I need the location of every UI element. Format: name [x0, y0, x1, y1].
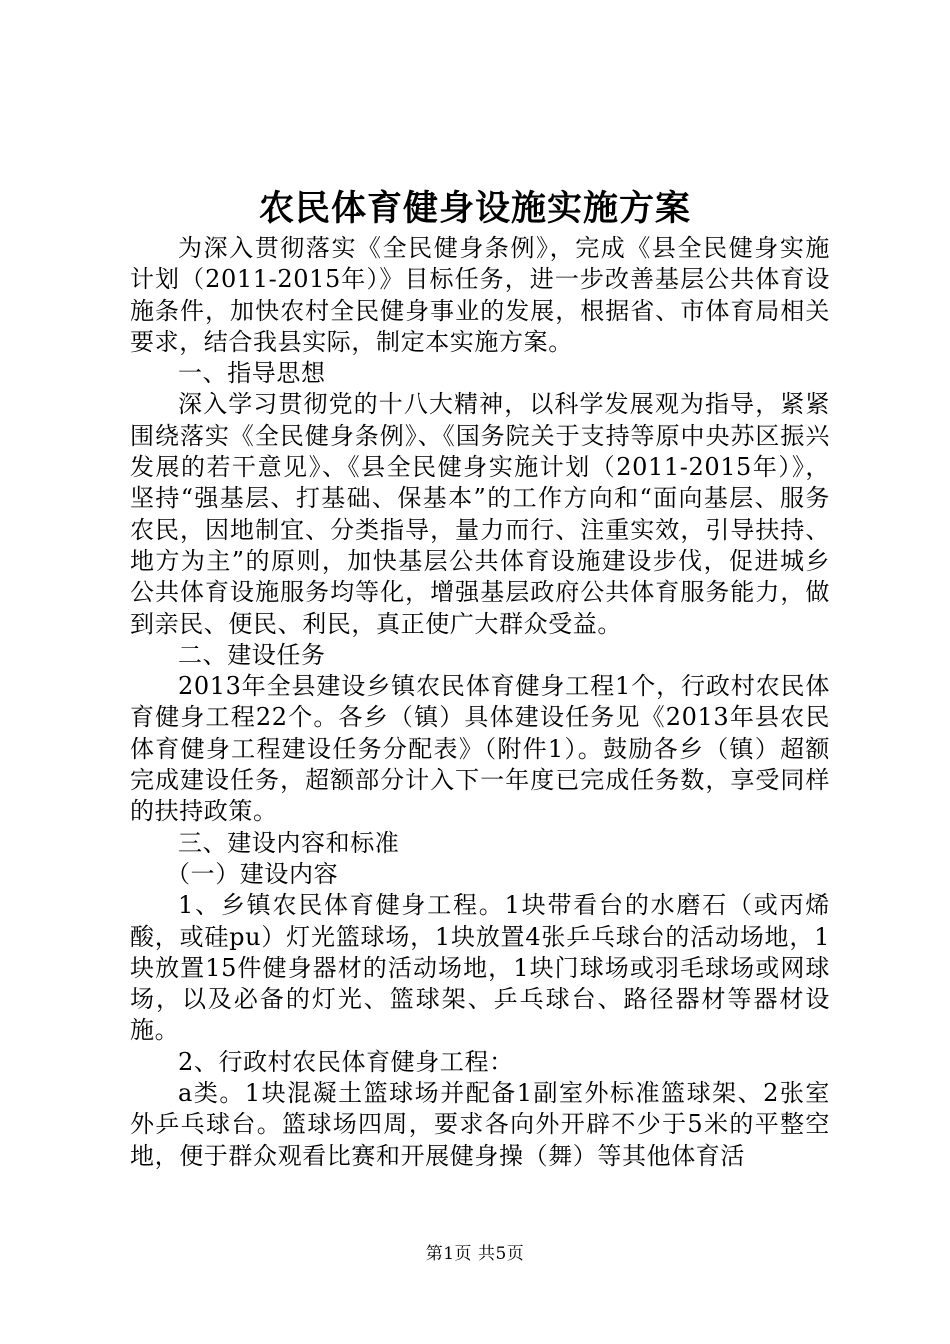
section-heading-content-standards: 三、建设内容和标准: [178, 828, 400, 857]
village-project-heading: 2、行政村农民体育健身工程：: [178, 1047, 514, 1076]
subsection-heading-content: （一）建设内容: [166, 859, 339, 888]
page-footer: 第1页 共5页: [425, 1244, 525, 1264]
section-heading-guiding-ideology: 一、指导思想: [178, 359, 326, 388]
guiding-ideology-paragraph: 深入学习贯彻党的十八大精神，以科学发展观为指导，紧紧围绕落实《全民健身条例》、《国务院关于支持等原中央苏区振兴发展的若干意见》、《县全民健身实施计划（2011-2015年）》，坚持“强基层、打基础、保基本”的工作方向和“面向基层、服务农民，因地制宜、分类指导，量力而行、注重实效，引导扶持、地方为主”的原则，加快基层公共体育设施建设步伐，促进城乡公共体育设施服务均等化，增强基层政府公共体育服务能力，做到亲民、便民、利民，真正使广大群众受益。: [130, 390, 830, 638]
construction-tasks-paragraph: 2013年全县建设乡镇农民体育健身工程1个，行政村农民体育健身工程22个。各乡（镇）具体建设任务见《2013年县农民体育健身工程建设任务分配表》（附件1）。鼓励各乡（镇）超额完成建设任务，超额部分计入下一年度已完成任务数，享受同样的扶持政策。: [130, 672, 830, 826]
township-project-paragraph: 1、乡镇农民体育健身工程。1块带看台的水磨石（或丙烯酸，或硅pu）灯光篮球场，1块放置4张乒乓球台的活动场地，1块放置15件健身器材的活动场地，1块门球场或羽毛球场或网球场，以及必备的灯光、篮球架、乒乓球台、路径器材等器材设施。: [130, 891, 830, 1045]
section-heading-construction-tasks: 二、建设任务: [178, 640, 326, 669]
intro-paragraph: 为深入贯彻落实《全民健身条例》，完成《县全民健身实施计划（2011-2015年）》目标任务，进一步改善基层公共体育设施条件，加快农村全民健身事业的发展，根据省、市体育局相关要求，结合我县实际，制定本实施方案。: [130, 234, 830, 356]
document-body: [130, 233, 830, 1172]
village-type-a-paragraph: a类。1块混凝土篮球场并配备1副室外标准篮球架、2张室外乒乓球台。篮球场四周，要求各向外开辟不少于5米的平整空地，便于群众观看比赛和开展健身操（舞）等其他体育活: [130, 1079, 830, 1170]
document-title: 农民体育健身设施实施方案: [258, 188, 691, 229]
